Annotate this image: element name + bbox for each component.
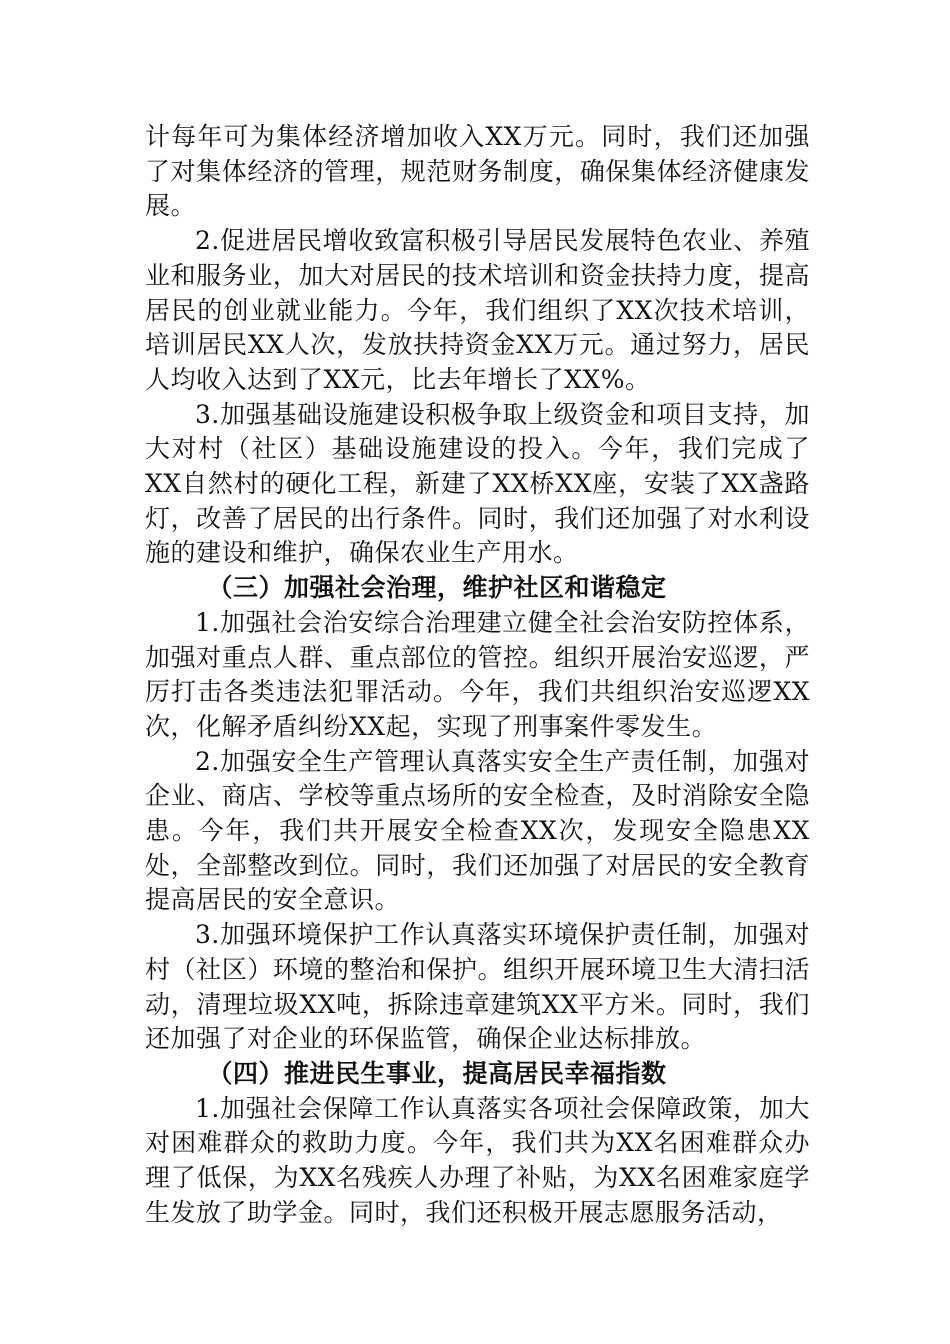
paragraph-public-security: 1.加强社会治安综合治理建立健全社会治安防控体系，加强对重点人群、重点部位的管控。组织开展治安巡逻，严厉打击各类违法犯罪活动。今年，我们共组织治安巡逻XX次，化解矛盾纠纷XX起，实现了刑事案件零发生。 [145, 607, 810, 741]
paragraph-increase-income: 2.促进居民增收致富积极引导居民发展特色农业、养殖业和服务业，加大对居民的技术培训和资金扶持力度，提高居民的创业就业能力。今年，我们组织了XX次技术培训，培训居民XX人次，发放扶持资金XX万元。通过努力，居民人均收入达到了XX元，比去年增长了XX%。 [145, 226, 810, 394]
section-heading-livelihood: （四）推进民生事业，提高居民幸福指数 [207, 1058, 667, 1088]
paragraph-continuation: 计每年可为集体经济增加收入XX万元。同时，我们还加强了对集体经济的管理，规范财务制度，确保集体经济健康发展。 [145, 122, 810, 221]
paragraph-production-safety: 2.加强安全生产管理认真落实安全生产责任制，加强对企业、商店、学校等重点场所的安全检查，及时消除安全隐患。今年，我们共开展安全检查XX次，发现安全隐患XX处，全部整改到位。同时，我们还加强了对居民的安全教育提高居民的安全意识。 [145, 746, 810, 915]
paragraph-social-security: 1.加强社会保障工作认真落实各项社会保障政策，加大对困难群众的救助力度。今年，我们共为XX名困难群众办理了低保，为XX名残疾人办理了补贴，为XX名困难家庭学生发放了助学金。同时，我们还积极开展志愿服务活动， [145, 1093, 810, 1227]
section-heading-social-governance: （三）加强社会治理，维护社区和谐稳定 [207, 573, 667, 603]
paragraph-infrastructure: 3.加强基础设施建设积极争取上级资金和项目支持，加大对村（社区）基础设施建设的投入。今年，我们完成了XX自然村的硬化工程，新建了XX桥XX座，安装了XX盏路灯，改善了居民的出行条件。同时，我们还加强了对水利设施的建设和维护，确保农业生产用水。 [145, 399, 810, 568]
document-body [145, 120, 810, 1231]
paragraph-environmental-protection: 3.加强环境保护工作认真落实环境保护责任制，加强对村（社区）环境的整治和保护。组织开展环境卫生大清扫活动，清理垃圾XX吨，拆除违章建筑XX平方米。同时，我们还加强了对企业的环保监管，确保企业达标排放。 [145, 920, 810, 1054]
